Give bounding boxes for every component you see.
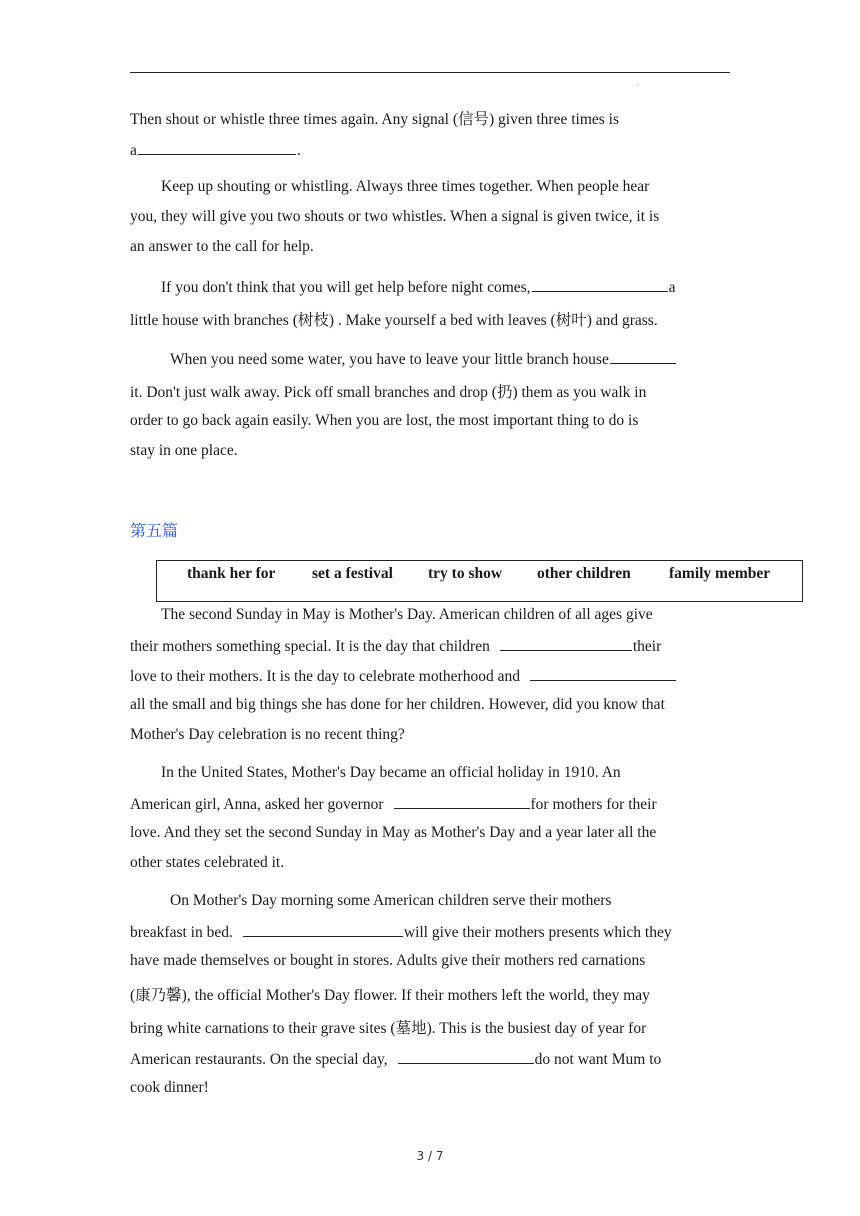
text-fragment: American restaurants. On the special day, — [130, 1051, 388, 1068]
text-fragment: a — [130, 142, 137, 159]
text-line: (康乃馨), the official Mother's Day flower. If their mothers left the world, they may — [130, 987, 650, 1004]
text-fragment: a — [668, 279, 676, 296]
text-fragment: their mothers something special. It is the day that children — [130, 638, 490, 655]
word-bank — [156, 560, 803, 602]
text-line: you, they will give you two shouts or two whistles. When a signal is given twice, it is — [130, 208, 660, 225]
text-fragment: for mothers for their — [530, 796, 657, 813]
text-line: have made themselves or bought in stores. Adults give their mothers red carnations — [130, 952, 646, 969]
section-title: 第五篇 — [130, 521, 179, 540]
word-bank-item: try to show — [428, 565, 503, 582]
text-line — [130, 636, 661, 656]
text-line — [130, 140, 301, 160]
answer-blank[interactable] — [610, 349, 676, 364]
text-line: In the United States, Mother's Day became an official holiday in 1910. An — [161, 764, 621, 781]
text-fragment: will give their mothers presents which they — [403, 924, 672, 941]
text-line: Mother's Day celebration is no recent thing? — [130, 726, 405, 743]
answer-blank[interactable] — [243, 922, 403, 937]
text-fragment: If you don't think that you will get help before night comes, — [161, 279, 531, 296]
word-bank-item: set a festival — [312, 565, 393, 582]
answer-blank[interactable] — [530, 666, 676, 681]
word-bank-item: other children — [537, 565, 631, 582]
text-line: order to go back again easily. When you are lost, the most important thing to do is — [130, 412, 639, 429]
text-fragment: do not want Mum to — [534, 1051, 662, 1068]
answer-blank[interactable] — [532, 277, 668, 292]
text-line: cook dinner! — [130, 1079, 209, 1096]
text-line: love. And they set the second Sunday in May as Mother's Day and a year later all the — [130, 824, 657, 841]
text-line: little house with branches (树枝) . Make yourself a bed with leaves (树叶) and grass. — [130, 312, 658, 329]
text-fragment: their — [632, 638, 662, 655]
answer-blank[interactable] — [394, 794, 530, 809]
text-fragment: love to their mothers. It is the day to celebrate motherhood and — [130, 668, 520, 685]
text-line: an answer to the call for help. — [130, 238, 314, 255]
answer-blank[interactable] — [398, 1049, 534, 1064]
text-line — [130, 794, 657, 814]
text-fragment: When you need some water, you have to leave your little branch house — [170, 351, 609, 368]
text-fragment: . — [296, 142, 301, 159]
text-line — [130, 922, 672, 942]
header-rule — [130, 72, 730, 73]
text-line: stay in one place. — [130, 442, 238, 459]
text-line — [161, 277, 675, 297]
text-line: The second Sunday in May is Mother's Day. American children of all ages give — [161, 606, 653, 623]
answer-blank[interactable] — [500, 636, 632, 651]
text-fragment: American girl, Anna, asked her governor — [130, 796, 384, 813]
text-fragment: breakfast in bed. — [130, 924, 233, 941]
word-bank-item: thank her for — [187, 565, 276, 582]
text-line — [170, 349, 677, 369]
page-number: 3 / 7 — [416, 1149, 444, 1163]
text-line: Then shout or whistle three times again. Any signal (信号) given three times is — [130, 111, 620, 128]
text-line: all the small and big things she has done for her children. However, did you know that — [130, 696, 665, 713]
text-line — [130, 666, 677, 686]
answer-blank[interactable] — [138, 140, 296, 155]
word-bank-item: family member — [669, 565, 771, 582]
text-line: On Mother's Day morning some American children serve their mothers — [170, 892, 612, 909]
text-line: bring white carnations to their grave sites (墓地). This is the busiest day of year for — [130, 1020, 647, 1037]
text-line: other states celebrated it. — [130, 854, 285, 871]
text-line: Keep up shouting or whistling. Always three times together. When people hear — [161, 178, 650, 195]
text-line: it. Don't just walk away. Pick off small branches and drop (扔) them as you walk in — [130, 384, 647, 401]
header-dot: · — [636, 80, 639, 90]
text-line — [130, 1049, 661, 1069]
